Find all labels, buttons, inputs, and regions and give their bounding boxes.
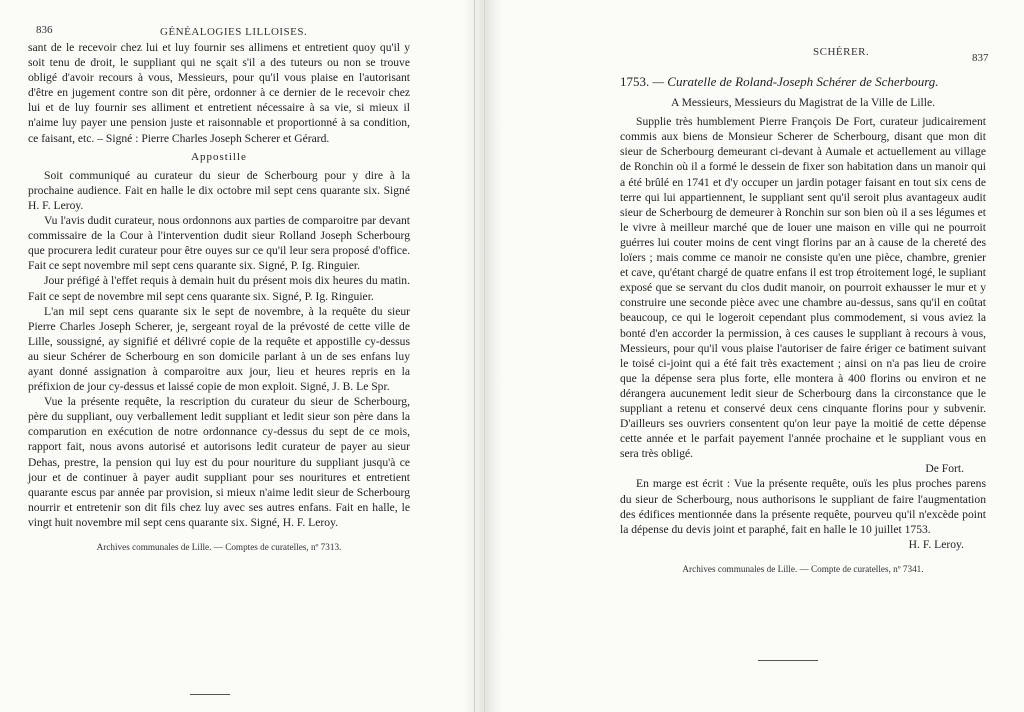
signature: De Fort. [925, 462, 964, 476]
paragraph: Vue la présente requête, la rescription du curateur du sieur de Scherbourg, père du suppliant, ouy verballement ledit suppliant et ledit sieur son père dans la comparution en exécution de notre ordonnance cy-dessus du sept de ce mois, rapport fait, nous avons autorisé et autorisons ledit curateur de payer au sieur Dehas, prestre, la pension qui luy est du pour nouriture du suppliant jusqu'à ce jour et de continuer à payer audit suppliant pour ses nouritures et entretient quarante escus par année par provision, si mieux n'aime ledit sieur de Scherbourg nourrir et entretenir son dit fils chez luy avec ses autres enfans. Fait en halle, le vingt huit novembre mil sept cens quarante six. Signé, H. F. Leroy. [28, 395, 410, 529]
paragraph: Soit communiqué au curateur du sieur de Scherbourg pour y dire à la prochaine audience. Fait en halle le dix octobre mil sept cens quarante six. Signé H. F. Leroy. [28, 168, 410, 212]
document-title [620, 74, 986, 89]
address-line: A Messieurs, Messieurs du Magistrat de la Ville de Lille. [670, 96, 936, 110]
page-number: 836 [36, 24, 53, 36]
page-number: 837 [972, 52, 989, 64]
paragraph: Vu l'avis dudit curateur, nous ordonnons aux parties de comparoitre par devant commissaire de la Cour à l'intervention dudit sieur Rolland Joseph Scherbourg que procurera ledit curateur pour être ouyes sur ce qu'il leur sera proposé d'office. Fait ce sept novembre mil sept cens quarante six. Signé, P. Ig. Ringuier. [28, 214, 410, 273]
title-year: 1753. [620, 74, 650, 89]
divider [190, 694, 230, 695]
paragraph: L'an mil sept cens quarante six le sept de novembre, à la requête du sieur Pierre Charles Joseph Scherer, je, sergeant royal de la prévosté de cette ville de Lille, soussigné, ay signifié et délivré copie de la requête et appostille cy-dessus au sieur Schérer de Scherbourg en son domicile parlant à un de ses enfans luy ayant donné assignation à comparoitre aux jour, lieu et heures repris en la préfixion de jour cy-dessus et laissé copie de mon exploit. Signé, J. B. Le Spr. [28, 304, 410, 394]
right-page [505, 0, 1024, 712]
section-heading: Appostille [191, 150, 247, 163]
running-head: GÉNÉALOGIES LILLOISES. [160, 26, 308, 38]
left-page [0, 0, 455, 712]
archives-reference: Archives communales de Lille. — Compte de curatelles, nº 7341. [682, 563, 924, 574]
running-head: SCHÉRER. [813, 46, 870, 58]
paragraph: En marge est écrit : Vue la présente requête, ouïs les plus proches parens du sieur de Scherbourg, nous authorisons le suppliant de faire l'augmentation des édifices mentionnée dans la présente requête, pourveu qu'il n'excède point la dépense du devis joint et paraphé, fait en halle le 10 juillet 1753. [620, 477, 986, 536]
paragraph: sant de le recevoir chez lui et luy fournir ses allimens et entretient quoy qu'il y soit tenu de droit, le suppliant qui ne sçait s'il a des tuteurs ou non se trouve obligé d'avoir recours à vous, Messieurs, pour qu'il vous plaise en l'autorisant d'être en jugement contre son dit père, ordonner à ce dernier de le recevoir chez lui et de luy fournir ses alliment et entretient nécessaire à sa vie, si mieux il n'aime luy payer une pension juste et raisonnable et proportionné à sa condition, ce faisant, etc. – Signé : Pierre Charles Joseph Scherer et Gérard. [28, 41, 410, 145]
signature: H. F. Leroy. [908, 537, 964, 551]
left-page-text [28, 40, 410, 555]
title-text: — Curatelle de Roland-Joseph Schérer de Scherbourg. [652, 74, 939, 89]
paragraph: Jour préfigé à l'effet requis à demain huit du présent mois dix heures du matin. Fait ce sept de novembre mil sept cens quarante six. Signé, P. Ig. Ringuier. [28, 274, 410, 303]
right-page-text [620, 74, 986, 577]
book-gutter [462, 0, 504, 712]
paragraph: Supplie très humblement Pierre François De Fort, curateur judicairement commis aux biens de Monsieur Scherer de Scherbourg, disant que mon dit sieur de Scherbourg demeurant ci-devant à Aumale et actuellement au village de Ronchin où il a formé le dessein de fixer son habitation dans un manoir qui a été brûlé en 1741 et d'y occuper un jardin potager faisant en tout six cens de terre qui lui appartiennent, le suppliant sent qu'il seroit plus avantageux audit sieur de Scherbourg de demeurer à Ronchin sur son bien où il a ses légumes et le vivre à meilleur marché que de louer une maison en ville qui ne pourroit guérres lui couter moins de cent vingt florins par an à cause de la chereté des loïers ; mais comme ce manoir ne consiste qu'en une pièce, chambre, grenier et cave, qu'étant chargé de quatre enfans il est trop étroitement logé, le supliant exposé que se servant du clos dudit manoir, on pourroit exhausser le mur et y construire une seconde pièce avec une chambre au-dessus, sans qu'il en coûtat beaucoup, ce qui le logeroit cependant plus commodement, si vous aviez la bonté d'en accorder la permission, à ces causes le suppliant à recours à vous, Messieurs, pour qu'il vous plaise l'autoriser de faire ériger ce batiment suivant le toisé ci-joint qui a été fait très exactement ; ainsi on n'a pas lieu de croire que la dépense sera plus forte, elle montera à 400 florins ou environ et ne dérangera aucunement ledit sieur de Scherbourg dans la circonstance que le suppliant a retenu et conservé deux cens cinquante florins pour y subvenir. D'ailleurs ses ouvriers consentent qu'on leur paye la moitié de cette dépense cette année et le parfait payement l'année prochaine et le suppliant vous en sera très obligé. [620, 115, 986, 461]
archives-reference: Archives communales de Lille. — Comptes de curatelles, nº 7313. [96, 542, 342, 552]
divider [758, 660, 818, 661]
